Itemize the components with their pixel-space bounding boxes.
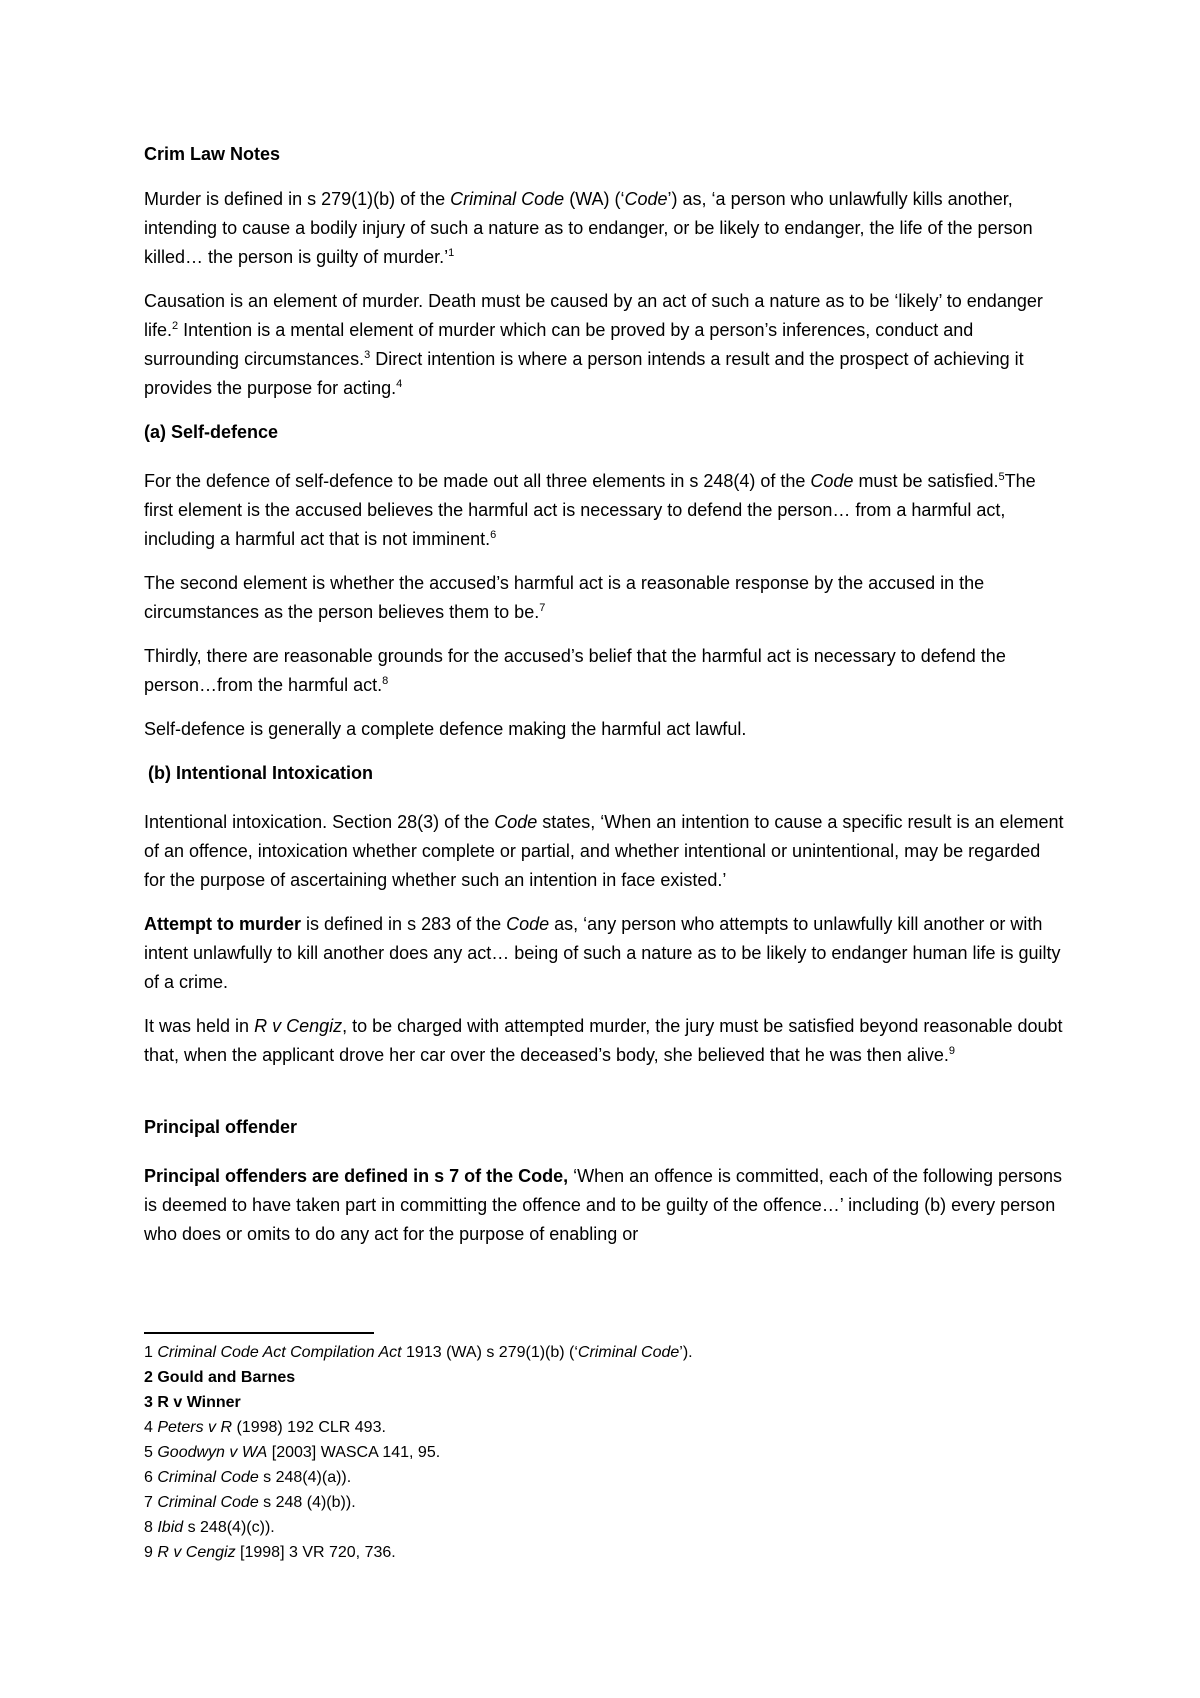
text-italic: Goodwyn v WA (157, 1444, 268, 1461)
footnote-number: 4 (144, 1419, 158, 1436)
footnote-separator (144, 1332, 374, 1334)
footnote-6 (144, 1465, 1064, 1490)
text: s 248(4)(a)). (258, 1469, 352, 1486)
text: The first element is the accused believes the harmful act is necessary to defend the person… from a harmful act, including a harmful act that is not imminent. (144, 471, 1036, 549)
paragraph-causation (144, 287, 1064, 403)
footnote-number: 8 (144, 1519, 158, 1536)
text-italic: R v Cengiz (254, 1016, 343, 1036)
paragraph-third-element (144, 642, 1064, 700)
text: Thirdly, there are reasonable grounds for the accused’s belief that the harmful act is necessary to defend the person…from the harmful act. (144, 646, 1006, 695)
text: The second element is whether the accused’s harmful act is a reasonable response by the accused in the circumstances as the person believes them to be. (144, 573, 985, 622)
text-italic: R v Cengiz (157, 1544, 236, 1561)
heading-self-defence: (a) Self-defence (144, 422, 279, 442)
text-italic: Criminal Code (157, 1494, 259, 1511)
text: s 248 (4)(b)). (258, 1494, 356, 1511)
heading-intoxication: (b) Intentional Intoxication (148, 763, 373, 783)
text-italic: Criminal Code (450, 189, 565, 209)
text: as, ‘any person who attempts to unlawfully kill another or with intent unlawfully to kill another does any act… being of such a nature as to be likely to endanger human life is guilty of a crime. (144, 914, 1061, 992)
document-body (144, 140, 1064, 1264)
text: Causation is an element of murder. Death must be caused by an act of such a nature as to be ‘likely’ to endanger life. (144, 291, 1043, 340)
paragraph-intoxication (144, 808, 1064, 895)
text-italic: Code (624, 189, 668, 209)
text: Direct intention is where a person intends a result and the prospect of achieving it provides the purpose for acting. (144, 349, 1024, 398)
text: ’). (679, 1344, 693, 1361)
text: , to be charged with attempted murder, the jury must be satisfied beyond reasonable doubt that, when the applicant drove her car over the deceased’s body, she believed that he was then alive. (144, 1016, 1063, 1065)
text-italic: Code (506, 914, 550, 934)
footnote-ref: 9 (948, 1045, 955, 1057)
footnote-number: 3 (144, 1394, 158, 1411)
text-italic: Peters v R (157, 1419, 233, 1436)
text: is defined in s 283 of the (301, 914, 507, 934)
text: Gould and Barnes (157, 1369, 296, 1386)
paragraph-murder-definition (144, 185, 1064, 272)
paragraph-principal-offenders (144, 1162, 1064, 1249)
text: It was held in (144, 1016, 255, 1036)
footnote-number: 5 (144, 1444, 158, 1461)
footnotes (144, 1340, 1064, 1565)
text: Intention is a mental element of murder which can be proved by a person’s inferences, conduct and surrounding circumstances. (144, 320, 974, 369)
page-title: Crim Law Notes (144, 144, 281, 164)
footnote-2 (144, 1365, 1064, 1390)
footnote-ref: 3 (364, 349, 371, 361)
footnote-7 (144, 1490, 1064, 1515)
footnote-number: 6 (144, 1469, 158, 1486)
text: (1998) 192 CLR 493. (232, 1419, 386, 1436)
paragraph-attempt-murder (144, 910, 1064, 997)
paragraph-cengiz (144, 1012, 1064, 1070)
footnote-8 (144, 1515, 1064, 1540)
text-bold: Principal offenders are defined in s 7 of the Code, (144, 1166, 569, 1186)
text-italic: Ibid (157, 1519, 184, 1536)
text-italic: Criminal Code (577, 1344, 680, 1361)
paragraph-self-defence-elements (144, 467, 1064, 554)
text: R v Winner (157, 1394, 241, 1411)
footnote-number: 1 (144, 1344, 158, 1361)
text: must be satisfied. (853, 471, 999, 491)
footnote-ref: 7 (539, 602, 546, 614)
text-italic: Code (810, 471, 854, 491)
text: Murder is defined in s 279(1)(b) of the (144, 189, 451, 209)
text-bold: Attempt to murder (144, 914, 301, 934)
footnote-ref: 2 (172, 320, 179, 332)
spacer (144, 1085, 1064, 1113)
footnote-number: 9 (144, 1544, 158, 1561)
text: [1998] 3 VR 720, 736. (235, 1544, 396, 1561)
text: Intentional intoxication. Section 28(3) of the (144, 812, 495, 832)
text: For the defence of self-defence to be made out all three elements in s 248(4) of the (144, 471, 811, 491)
footnote-number: 7 (144, 1494, 158, 1511)
text: s 248(4)(c)). (183, 1519, 275, 1536)
footnote-ref: 1 (448, 247, 455, 259)
paragraph-second-element (144, 569, 1064, 627)
text: states, ‘When an intention to cause a specific result is an element of an offence, intoxication whether complete or partial, and whether intentional or unintentional, may be regarded for the purpose of ascertaining whether such an intention in face existed.’ (144, 812, 1064, 890)
footnote-number: 2 (144, 1369, 158, 1386)
text-italic: Code (494, 812, 538, 832)
paragraph-complete-defence: Self-defence is generally a complete defence making the harmful act lawful. (144, 719, 747, 739)
heading-principal-offender: Principal offender (144, 1117, 298, 1137)
footnote-4 (144, 1415, 1064, 1440)
footnote-ref: 4 (396, 378, 403, 390)
footnote-3 (144, 1390, 1064, 1415)
text-italic: Criminal Code Act Compilation Act (157, 1344, 402, 1361)
text: (WA) (‘ (564, 189, 625, 209)
text: ’) as, ‘a person who unlawfully kills another, intending to cause a bodily injury of such a nature as to endanger, or be likely to endanger, the life of the person killed… the person is guilty of murder.’ (144, 189, 1033, 267)
text: ‘When an offence is committed, each of the following persons is deemed to have taken part in committing the offence and to be guilty of the offence…’ including (b) every person who does or omits to do any act for the purpose of enabling or (144, 1166, 1063, 1244)
footnote-ref: 5 (998, 471, 1005, 483)
text: 1913 (WA) s 279(1)(b) (‘ (401, 1344, 578, 1361)
text: [2003] WASCA 141, 95. (267, 1444, 441, 1461)
footnote-ref: 8 (382, 675, 389, 687)
footnote-ref: 6 (490, 529, 497, 541)
footnote-1 (144, 1340, 1064, 1365)
text-italic: Criminal Code (157, 1469, 259, 1486)
footnote-9 (144, 1540, 1064, 1565)
footnote-5 (144, 1440, 1064, 1465)
